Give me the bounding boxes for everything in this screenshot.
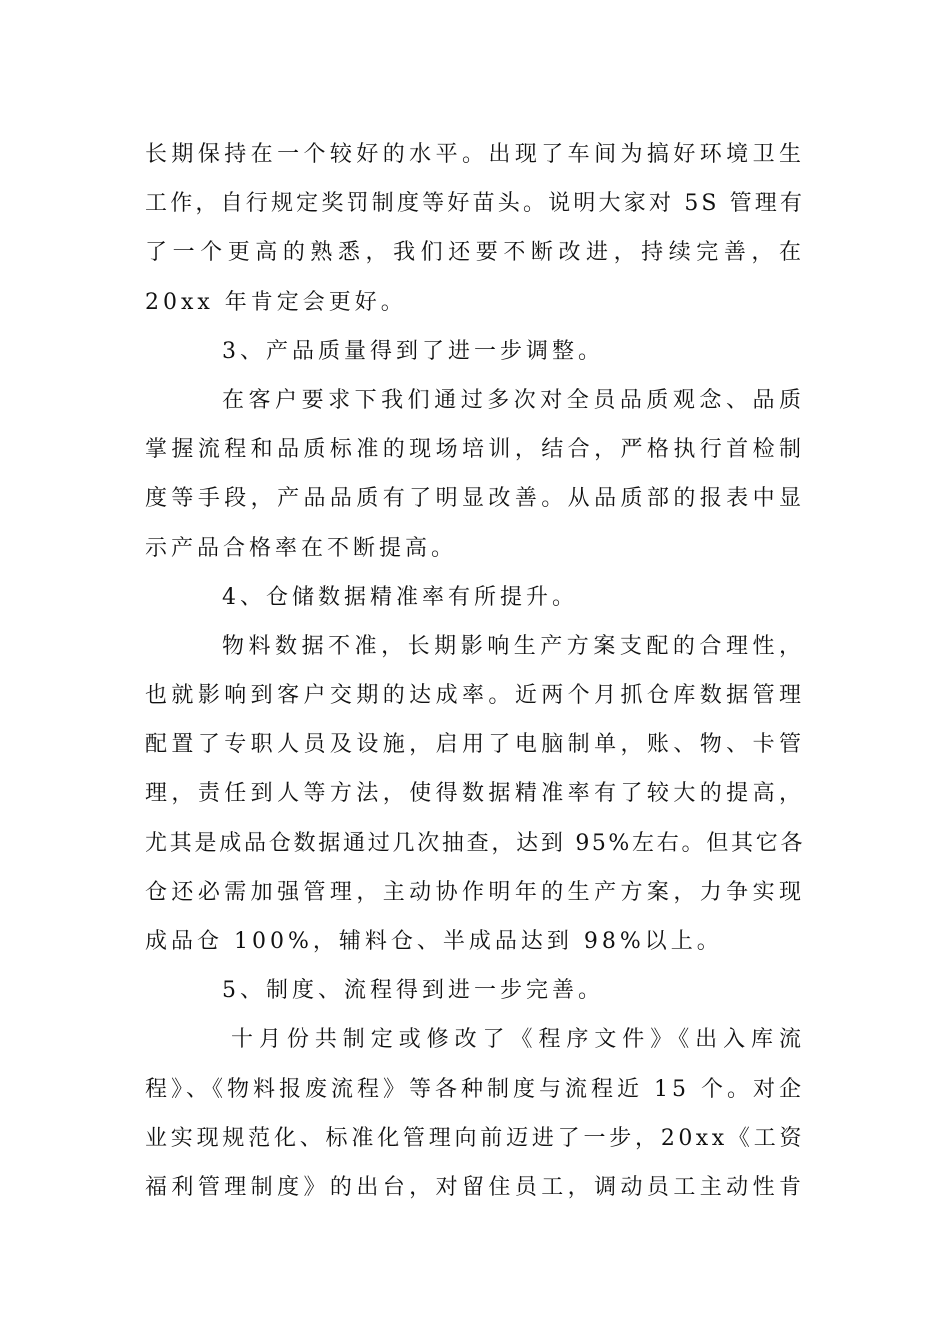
paragraph-line: 业实现规范化、标准化管理向前迈进了一步，20xx《工资 [145,1125,805,1151]
paragraph-line: 示产品合格率在不断提高。 [145,535,458,561]
document-body [145,130,805,1212]
section-heading: 5、制度、流程得到进一步完善。 [222,978,604,1004]
paragraph-line: 配置了专职人员及设施，启用了电脑制单，账、物、卡管 [145,732,805,758]
paragraph-line: 20xx 年肯定会更好。 [145,289,407,315]
paragraph-line: 程》、《物料报废流程》等各种制度与流程近 15 个。对企 [145,1076,805,1102]
paragraph-line: 福利管理制度》的出台，对留住员工，调动员工主动性肯 [145,1174,805,1200]
paragraph-line: 十月份共制定或修改了《程序文件》《出入库流 [231,1027,805,1053]
paragraph-line: 物料数据不准，长期影响生产方案支配的合理性， [222,633,805,659]
paragraph-line: 了一个更高的熟悉，我们还要不断改进，持续完善，在 [145,240,805,266]
paragraph-line: 工作，自行规定奖罚制度等好苗头。说明大家对 5S 管理有 [145,191,805,217]
paragraph-line: 度等手段，产品品质有了明显改善。从品质部的报表中显 [145,486,805,512]
paragraph-line: 尤其是成品仓数据通过几次抽查，达到 95%左右。但其它各 [145,830,805,856]
paragraph-line: 长期保持在一个较好的水平。出现了车间为搞好环境卫生 [145,142,805,167]
paragraph-line: 仓还必需加强管理，主动协作明年的生产方案，力争实现 [145,879,805,905]
paragraph-line: 理，责任到人等方法，使得数据精准率有了较大的提高， [145,781,805,807]
section-heading: 4、仓储数据精准率有所提升。 [222,584,578,610]
section-heading: 3、产品质量得到了进一步调整。 [222,338,604,364]
paragraph-line: 在客户要求下我们通过多次对全员品质观念、品质 [222,387,805,413]
paragraph-line: 掌握流程和品质标准的现场培训，结合，严格执行首检制 [145,437,805,463]
paragraph-line: 成品仓 100%，辅料仓、半成品达到 98%以上。 [145,929,723,954]
paragraph-line: 也就影响到客户交期的达成率。近两个月抓仓库数据管理 [145,683,805,709]
